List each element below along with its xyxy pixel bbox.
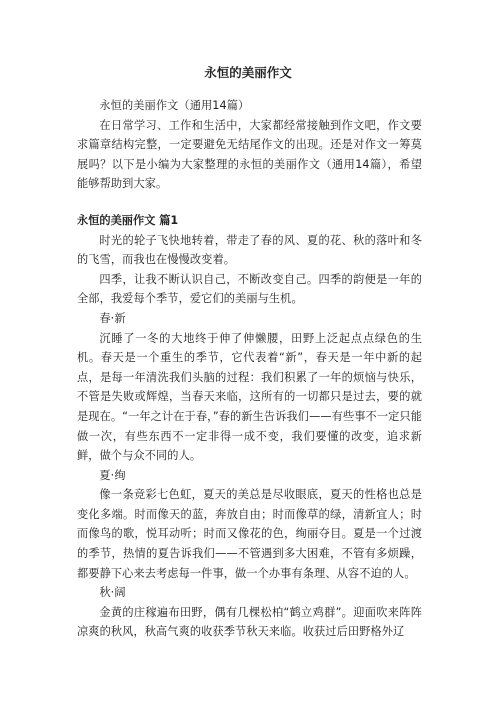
paragraph: 沉睡了一冬的大地终于伸了伸懒腰，田野上泛起点点绿色的生机。春天是一个重生的季节，它代表着“新”，春天是一年中新的起点，是每一年清洗我们头脑的过程：我们积累了一年的烦恼与快乐，不管是失败或辉煌，当春天来临，这所有的一切都只是过去，要的就是现在。“一年之计在于春，”春的新生告诉我们——有些事不一定只能做一次，有些东西不一定非得一成不变，我们要懂的改变，追求新鲜，做个与众不同的人。 xyxy=(77,331,422,463)
document-title: 永恒的美丽作文 xyxy=(204,65,292,80)
season-subheading-summer: 夏·绚 xyxy=(99,468,126,482)
season-subheading-autumn: 秋·阔 xyxy=(99,586,126,600)
paragraph: 金黄的庄稼遍布田野，偶有几棵松柏“鹤立鸡群”。迎面吹来阵阵凉爽的秋风，秋高气爽的收获季节秋天来临。收获过后田野格外辽 xyxy=(77,605,422,639)
section-gap xyxy=(77,194,422,203)
paragraph: 四季，让我不断认识自己，不断改变自己。四季的韵便是一年的全部，我爱每个季节，爱它们的美丽与生机。 xyxy=(77,272,422,306)
section-heading: 永恒的美丽作文 篇1 xyxy=(77,213,179,227)
season-subheading-spring: 春·新 xyxy=(99,311,126,325)
paragraph: 像一条竞彩七色虹，夏天的美总是尽收眼底，夏天的性格也总是变化多端。时而像天的蓝，奔放自由；时而像草的绿，清新宜人；时而像鸟的歌，悦耳动听；时而又像花的色，绚丽夺目。夏是一个过渡的季节，热情的夏告诉我们——不管遇到多大困难，不管有多烦躁，都要静下心来去考虑每一件事，做一个办事有条理、从容不迫的人。 xyxy=(77,488,422,580)
intro-paragraph: 在日常学习、工作和生活中，大家都经常接触到作文吧，作文要求篇章结构完整，一定要避免无结尾作文的出现。还是对作文一筹莫展吗？以下是小编为大家整理的永恒的美丽作文（通用14篇），希望能够帮助到大家。 xyxy=(77,118,422,191)
intro-title: 永恒的美丽作文（通用14篇） xyxy=(99,99,250,112)
paragraph: 时光的轮子飞快地转着，带走了春的风、夏的花、秋的落叶和冬的飞雪，而我也在慢慢改变着。 xyxy=(77,233,422,267)
document-body xyxy=(77,96,422,642)
